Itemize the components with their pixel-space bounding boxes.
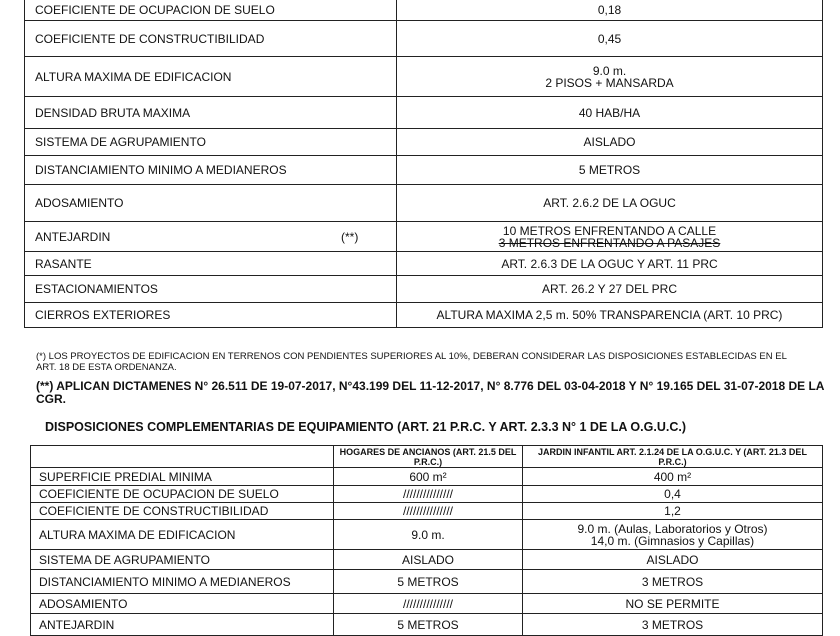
jardin-value-cell xyxy=(523,503,823,520)
row-value: 40 HAB/HA xyxy=(578,105,641,120)
row-label: CIERROS EXTERIORES xyxy=(35,308,171,322)
row-label-cell xyxy=(25,252,397,276)
row-label-cell xyxy=(25,303,397,328)
row-value-cell xyxy=(397,276,823,303)
table-row xyxy=(25,303,823,328)
table-row xyxy=(25,276,823,303)
hogares-value: 5 METROS xyxy=(397,617,459,632)
hogares-value-cell xyxy=(334,614,523,636)
table-row xyxy=(31,520,823,550)
row-label-cell xyxy=(25,156,397,185)
table-row xyxy=(25,129,823,156)
table-header-row xyxy=(31,446,823,468)
row-label-cell xyxy=(25,222,397,252)
row-label-cell xyxy=(31,468,334,486)
hogares-value: AISLADO xyxy=(401,552,455,567)
row-label: COEFICIENTE DE OCUPACION DE SUELO xyxy=(35,2,275,17)
row-value: 0,18 xyxy=(597,2,622,17)
row-label: SISTEMA DE AGRUPAMIENTO xyxy=(39,552,210,567)
table-row xyxy=(25,156,823,185)
table-row xyxy=(31,550,823,570)
jardin-value: 3 METROS xyxy=(641,617,704,632)
hogares-value: 5 METROS xyxy=(397,574,459,589)
row-label: ALTURA MAXIMA DE EDIFICACION xyxy=(35,69,232,84)
row-label-cell xyxy=(25,185,397,222)
jardin-value: 400 m² xyxy=(653,469,692,484)
row-value-cell xyxy=(397,57,823,97)
table-row xyxy=(25,57,823,97)
row-value-secondary: 3 METROS ENFRENTANDO A PASAJES xyxy=(498,235,721,250)
row-label: COEFICIENTE DE OCUPACION DE SUELO xyxy=(39,487,279,501)
header-blank xyxy=(31,446,334,468)
table-row xyxy=(31,614,823,636)
hogares-value: 9.0 m. xyxy=(411,527,445,542)
row-value: ART. 2.6.3 DE LA OGUC Y ART. 11 PRC xyxy=(501,256,718,271)
hogares-value-cell xyxy=(334,594,523,614)
row-label-cell xyxy=(31,594,334,614)
header-hogares: HOGARES DE ANCIANOS (ART. 21.5 DEL P.R.C.) xyxy=(334,446,523,468)
hogares-value: /////////////// xyxy=(402,504,453,518)
row-label-cell xyxy=(31,486,334,503)
row-label-cell xyxy=(31,520,334,550)
jardin-value-cell xyxy=(523,486,823,503)
row-label-cell xyxy=(25,21,397,57)
row-label: DISTANCIAMIENTO MINIMO A MEDIANEROS xyxy=(35,163,287,177)
row-value: 5 METROS xyxy=(578,163,641,177)
row-label: COEFICIENTE DE CONSTRUCTIBILIDAD xyxy=(35,31,265,46)
row-label: ADOSAMIENTO xyxy=(39,596,128,611)
row-value-cell xyxy=(397,97,823,129)
row-label-cell xyxy=(25,97,397,129)
row-value-cell xyxy=(397,129,823,156)
row-label: ADOSAMIENTO xyxy=(35,196,124,210)
hogares-value-cell xyxy=(334,468,523,486)
header-jardin: JARDIN INFANTIL ART. 2.1.24 DE LA O.G.U.C. Y (ART. 21.3 DEL P.R.C.) xyxy=(523,446,823,468)
jardin-value-cell xyxy=(523,468,823,486)
footnote-dictamenes: (**) APLICAN DICTAMENES N° 26.511 DE 19-07-2017, N°43.199 DEL 11-12-2017, N° 8.776 DEL 03-04-2018 Y N° 19.165 DEL 31-07-2018 DE LA CGR. xyxy=(36,379,825,406)
jardin-value: 0,4 xyxy=(664,487,681,501)
row-value: 0,45 xyxy=(597,31,622,46)
row-label: ALTURA MAXIMA DE EDIFICACION xyxy=(39,527,236,542)
row-label: ANTEJARDIN xyxy=(35,229,111,244)
row-label-cell xyxy=(25,57,397,97)
row-label: RASANTE xyxy=(35,256,92,271)
jardin-value: 9.0 m. (Aulas, Laboratorios y Otros) xyxy=(577,521,768,536)
jardin-value: AISLADO xyxy=(646,552,699,567)
table-row xyxy=(31,486,823,503)
row-label: SISTEMA DE AGRUPAMIENTO xyxy=(35,135,206,149)
row-value-cell xyxy=(397,303,823,328)
hogares-value-cell xyxy=(334,520,523,550)
row-value: ALTURA MAXIMA 2,5 m. 50% TRANSPARENCIA (ART. 10 PRC) xyxy=(436,308,783,322)
jardin-value: NO SE PERMITE xyxy=(625,596,720,611)
row-label: ESTACIONAMIENTOS xyxy=(35,282,158,296)
table-row xyxy=(31,468,823,486)
row-value: 10 METROS ENFRENTANDO A CALLE xyxy=(502,223,717,238)
equipment-table xyxy=(30,445,823,636)
row-value-cell xyxy=(397,252,823,276)
row-label-cell xyxy=(31,503,334,520)
jardin-value-cell xyxy=(523,520,823,550)
row-label-cell xyxy=(25,0,397,21)
hogares-value-cell xyxy=(334,486,523,503)
hogares-value-cell xyxy=(334,550,523,570)
row-label-cell xyxy=(25,276,397,303)
table-row xyxy=(25,97,823,129)
jardin-value-cell xyxy=(523,594,823,614)
jardin-value: 1,2 xyxy=(664,504,681,518)
row-value-cell xyxy=(397,222,823,252)
row-label: SUPERFICIE PREDIAL MINIMA xyxy=(39,469,212,484)
row-label: DENSIDAD BRUTA MAXIMA xyxy=(35,105,191,120)
row-label-cell xyxy=(25,129,397,156)
row-label: COEFICIENTE DE CONSTRUCTIBILIDAD xyxy=(39,504,269,518)
row-label: DISTANCIAMIENTO MINIMO A MEDIANEROS xyxy=(39,574,291,589)
table-row xyxy=(25,185,823,222)
table-row xyxy=(31,594,823,614)
row-label: ANTEJARDIN xyxy=(39,617,115,632)
jardin-value-cell xyxy=(523,570,823,594)
jardin-value-cell xyxy=(523,550,823,570)
hogares-value-cell xyxy=(334,503,523,520)
table-row xyxy=(25,0,823,21)
hogares-value: /////////////// xyxy=(402,487,453,501)
row-value-cell xyxy=(397,156,823,185)
table-row xyxy=(25,222,823,252)
row-value: ART. 2.6.2 DE LA OGUC xyxy=(543,196,676,210)
row-label-cell xyxy=(31,570,334,594)
row-value: 9.0 m. xyxy=(592,63,627,78)
row-value-secondary: 2 PISOS + MANSARDA xyxy=(545,75,674,90)
hogares-value: /////////////// xyxy=(402,596,453,611)
row-value: AISLADO xyxy=(583,135,636,149)
row-label-cell xyxy=(31,550,334,570)
jardin-value: 3 METROS xyxy=(641,574,704,589)
table-row xyxy=(25,252,823,276)
hogares-value: 600 m² xyxy=(409,469,447,484)
table-row xyxy=(31,570,823,594)
jardin-value-cell xyxy=(523,614,823,636)
section-heading: DISPOSICIONES COMPLEMENTARIAS DE EQUIPAMIENTO (ART. 21 P.R.C. Y ART. 2.3.3 N° 1 DE LA O.G.U.C.) xyxy=(45,420,686,434)
row-value-cell xyxy=(397,0,823,21)
urban-parameters-table xyxy=(24,0,823,328)
table-row xyxy=(31,503,823,520)
row-value-cell xyxy=(397,21,823,57)
footnote-mark: (**) xyxy=(341,229,359,244)
row-value: ART. 26.2 Y 27 DEL PRC xyxy=(542,282,677,296)
row-value-cell xyxy=(397,185,823,222)
table-row xyxy=(25,21,823,57)
jardin-value-secondary: 14,0 m. (Gimnasios y Capillas) xyxy=(590,533,755,548)
footnote-slope: (*) LOS PROYECTOS DE EDIFICACION EN TERRENOS CON PENDIENTES SUPERIORES AL 10%, DEBERAN CONSIDERAR LAS DISPOSICIONES ESTABLECIDAS EN EL ART. 18 DE ESTA ORDENANZA. xyxy=(36,351,787,373)
hogares-value-cell xyxy=(334,570,523,594)
row-label-cell xyxy=(31,614,334,636)
